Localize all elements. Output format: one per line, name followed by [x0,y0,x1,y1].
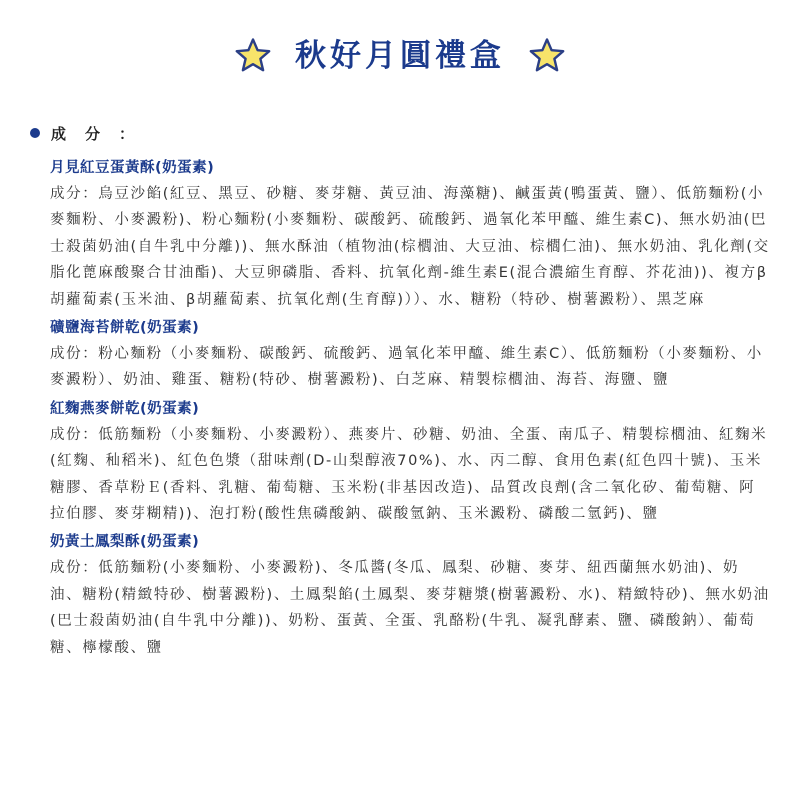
product-item [50,529,770,661]
ingredients-section-header [30,121,153,145]
product-name: 礦鹽海苔餅乾(奶蛋素) [50,320,200,337]
star-icon [233,36,273,76]
product-name: 奶黃土鳳梨酥(奶蛋素) [50,534,200,551]
product-item [50,155,770,313]
ingredients-list [50,155,770,663]
page-title: 秋好月圓禮盒 [295,38,505,74]
product-ingredients: 成份：低筋麵粉(小麥麵粉、小麥澱粉)、冬瓜醬(冬瓜、鳳梨、砂糖、麥芽、紐西蘭無水奶油)、奶油、糖粉(精緻特砂、樹薯澱粉)、土鳳梨餡(土鳳梨、麥芽糖漿(樹薯澱粉、水)、精緻特砂)、無水奶油(巴士殺菌奶油(自牛乳中分離))、奶粉、蛋黃、全蛋、乳酪粉(牛乳、凝乳酵素、鹽、磷酸鈉）、葡萄糖、檸檬酸、鹽 [50,560,770,656]
section-label: 成分： [51,124,154,143]
product-name: 月見紅豆蛋黃酥(奶蛋素) [50,160,215,176]
product-ingredients: 成分：烏豆沙餡(紅豆、黑豆、砂糖、麥芽糖、黃豆油、海藻糖)、鹹蛋黃(鴨蛋黃、鹽）、低筋麵粉(小麥麵粉、小麥澱粉)、粉心麵粉(小麥麵粉、碳酸鈣、硫酸鈣、過氧化苯甲醯、維生素C)、無水奶油(巴士殺菌奶油(自牛乳中分離))、無水酥油（植物油(棕櫚油、大豆油、棕櫚仁油)、無水奶油、乳化劑(交脂化蓖麻酸聚合甘油酯)、大豆卵磷脂、香料、抗氧化劑-維生素E(混合濃縮生育醇、芥花油))、複方β胡蘿蔔素(玉米油、β胡蘿蔔素、抗氧化劑(生育醇)））、水、糖粉（特砂、樹薯澱粉）、黑芝麻 [50,186,770,308]
product-ingredients: 成份：低筋麵粉（小麥麵粉、小麥澱粉）、燕麥片、砂糖、奶油、全蛋、南瓜子、精製棕櫚油、紅麴米(紅麴、秈稻米)、紅色色漿（甜味劑(D-山梨醇液70%)、水、丙二醇、食用色素(紅色四十號)、玉米糖膠、香草粉Ｅ(香料、乳糖、葡萄糖、玉米粉(非基因改造)、品質改良劑(含二氧化矽、葡萄糖、阿拉伯膠、麥芽糊精))、泡打粉(酸性焦磷酸鈉、碳酸氫鈉、玉米澱粉、磷酸二氫鈣)、鹽 [50,426,768,523]
star-icon [527,36,567,76]
bullet-dot-icon [30,128,40,138]
product-name: 紅麴燕麥餅乾(奶蛋素) [50,400,200,417]
product-item [50,315,770,394]
product-ingredients: 成份：粉心麵粉（小麥麵粉、碳酸鈣、硫酸鈣、過氧化苯甲醯、維生素C）、低筋麵粉（小麥麵粉、小麥澱粉）、奶油、雞蛋、糖粉(特砂、樹薯澱粉)、白芝麻、精製棕櫚油、海苔、海鹽、鹽 [50,346,763,389]
product-item [50,396,770,528]
title-bar [0,28,800,84]
